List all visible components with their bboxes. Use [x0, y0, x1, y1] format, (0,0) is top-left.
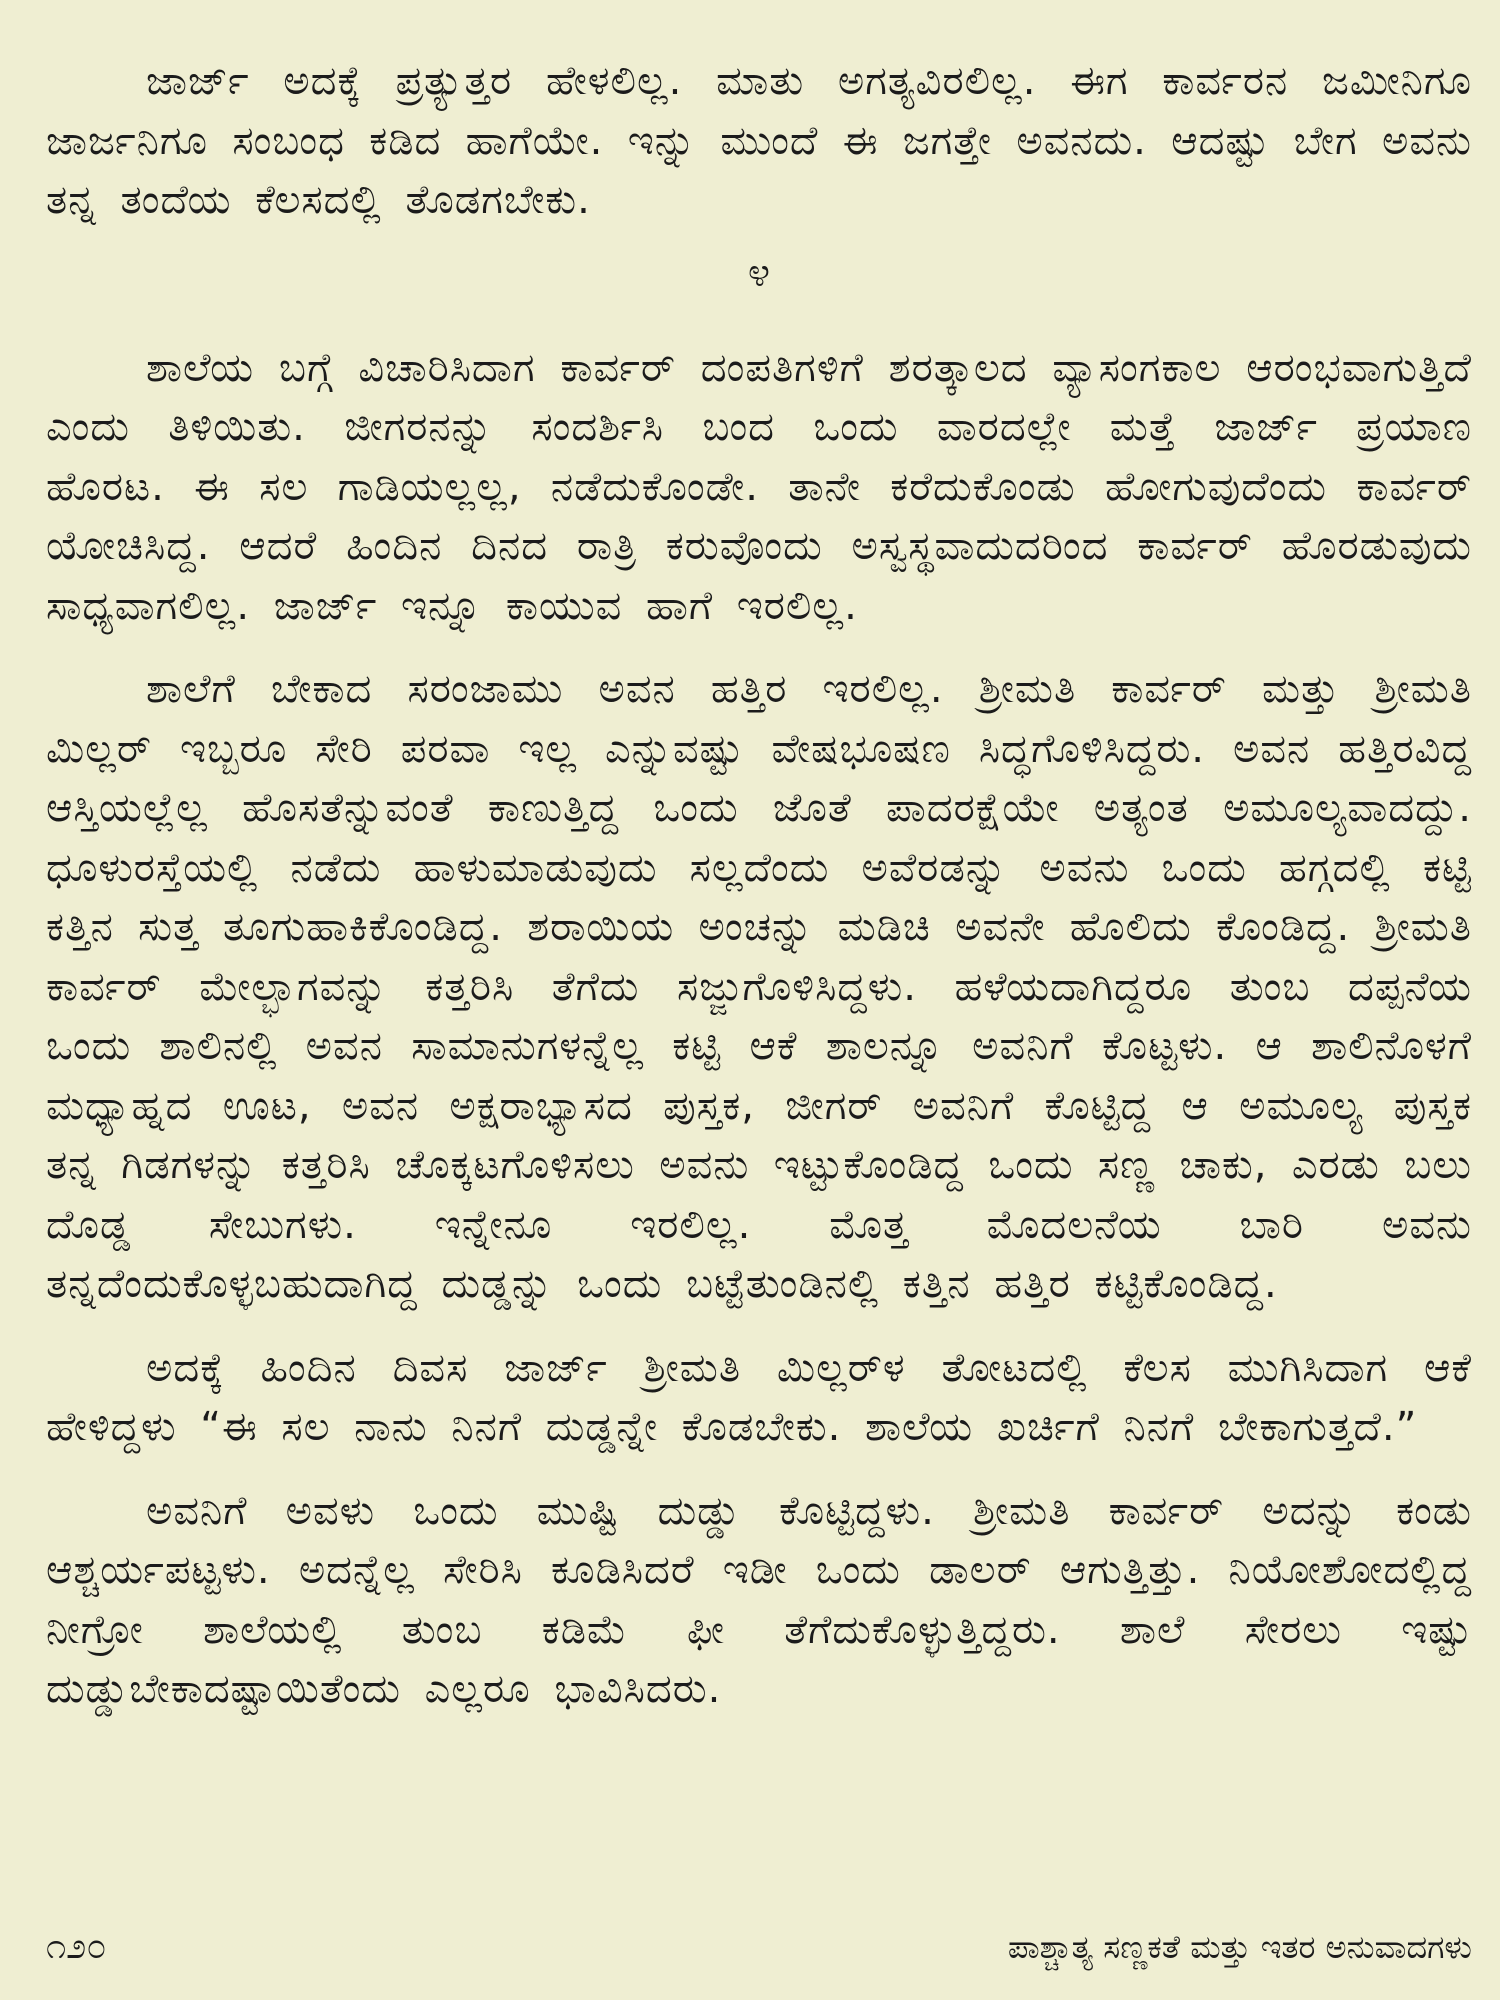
paragraph-4: ಅದಕ್ಕೆ ಹಿಂದಿನ ದಿವಸ ಜಾರ್ಜ್ ಶ್ರೀಮತಿ ಮಿಲ್ಲರ್‌ಳ ತೋಟದಲ್ಲಿ ಕೆಲಸ ಮುಗಿಸಿದಾಗ ಆಕೆ ಹೇಳಿದ್ದಳು “ಈ ಸಲ ನಾನು ನಿನಗೆ ದುಡ್ಡನ್ನೇ ಕೊಡಬೇಕು. ಶಾಲೆಯ ಖರ್ಚಿಗೆ ನಿನಗೆ ಬೇಕಾಗುತ್ತದೆ.”	[46, 1344, 1472, 1450]
paragraph-2: ಶಾಲೆಯ ಬಗ್ಗೆ ವಿಚಾರಿಸಿದಾಗ ಕಾರ್ವರ್ ದಂಪತಿಗಳಿಗೆ ಶರತ್ಕಾಲದ ವ್ಯಾಸಂಗಕಾಲ ಆರಂಭವಾಗುತ್ತಿದೆ ಎಂದು ತಿಳಿಯಿತು. ಜೀಗರನನ್ನು ಸಂದರ್ಶಿಸಿ ಬಂದ ಒಂದು ವಾರದಲ್ಲೇ ಮತ್ತೆ ಜಾರ್ಜ್ ಪ್ರಯಾಣ ಹೊರಟ. ಈ ಸಲ ಗಾಡಿಯಲ್ಲಲ್ಲ, ನಡೆದುಕೊಂಡೇ. ತಾನೇ ಕರೆದುಕೊಂಡು ಹೋಗುವುದೆಂದು ಕಾರ್ವರ್ ಯೋಚಿಸಿದ್ದ. ಆದರೆ ಹಿಂದಿನ ದಿನದ ರಾತ್ರಿ ಕರುವೊಂದು ಅಸ್ವಸ್ಥವಾದುದರಿಂದ ಕಾರ್ವರ್ ಹೊರಡುವುದು ಸಾಧ್ಯವಾಗಲಿಲ್ಲ. ಜಾರ್ಜ್ ಇನ್ನೂ ಕಾಯುವ ಹಾಗೆ ಇರಲಿಲ್ಲ.	[46, 344, 1472, 629]
paragraph-1: ಜಾರ್ಜ್ ಅದಕ್ಕೆ ಪ್ರತ್ಯುತ್ತರ ಹೇಳಲಿಲ್ಲ. ಮಾತು ಅಗತ್ಯವಿರಲಿಲ್ಲ. ಈಗ ಕಾರ್ವರನ ಜಮೀನಿಗೂ ಜಾರ್ಜನಿಗೂ ಸಂಬಂಧ ಕಡಿದ ಹಾಗೆಯೇ. ಇನ್ನು ಮುಂದೆ ಈ ಜಗತ್ತೇ ಅವನದು. ಆದಷ್ಟು ಬೇಗ ಅವನು ತನ್ನ ತಂದೆಯ ಕೆಲಸದಲ್ಲಿ ತೊಡಗಬೇಕು.	[46, 58, 1472, 223]
paragraph-3: ಶಾಲೆಗೆ ಬೇಕಾದ ಸರಂಜಾಮು ಅವನ ಹತ್ತಿರ ಇರಲಿಲ್ಲ. ಶ್ರೀಮತಿ ಕಾರ್ವರ್ ಮತ್ತು ಶ್ರೀಮತಿ ಮಿಲ್ಲರ್ ಇಬ್ಬರೂ ಸೇರಿ ಪರವಾ ಇಲ್ಲ ಎನ್ನುವಷ್ಟು ವೇಷಭೂಷಣ ಸಿದ್ಧಗೊಳಿಸಿದ್ದರು. ಅವನ ಹತ್ತಿರವಿದ್ದ ಆಸ್ತಿಯಲ್ಲೆಲ್ಲ ಹೊಸತೆನ್ನುವಂತೆ ಕಾಣುತ್ತಿದ್ದ ಒಂದು ಜೊತೆ ಪಾದರಕ್ಷೆಯೇ ಅತ್ಯಂತ ಅಮೂಲ್ಯವಾದದ್ದು. ಧೂಳುರಸ್ತೆಯಲ್ಲಿ ನಡೆದು ಹಾಳುಮಾಡುವುದು ಸಲ್ಲದೆಂದು ಅವೆರಡನ್ನು ಅವನು ಒಂದು ಹಗ್ಗದಲ್ಲಿ ಕಟ್ಟಿ ಕತ್ತಿನ ಸುತ್ತ ತೂಗುಹಾಕಿಕೊಂಡಿದ್ದ. ಶರಾಯಿಯ ಅಂಚನ್ನು ಮಡಿಚಿ ಅವನೇ ಹೊಲಿದು ಕೊಂಡಿದ್ದ. ಶ್ರೀಮತಿ ಕಾರ್ವರ್ ಮೇಲ್ಭಾಗವನ್ನು ಕತ್ತರಿಸಿ ತೆಗೆದು ಸಜ್ಜುಗೊಳಿಸಿದ್ದಳು. ಹಳೆಯದಾಗಿದ್ದರೂ ತುಂಬ ದಪ್ಪನೆಯ ಒಂದು ಶಾಲಿನಲ್ಲಿ ಅವನ ಸಾಮಾನುಗಳನ್ನೆಲ್ಲ ಕಟ್ಟಿ ಆಕೆ ಶಾಲನ್ನೂ ಅವನಿಗೆ ಕೊಟ್ಟಳು. ಆ ಶಾಲಿನೊಳಗೆ ಮಧ್ಯಾಹ್ನದ ಊಟ, ಅವನ ಅಕ್ಷರಾಭ್ಯಾಸದ ಪುಸ್ತಕ, ಜೀಗರ್ ಅವನಿಗೆ ಕೊಟ್ಟಿದ್ದ ಆ ಅಮೂಲ್ಯ ಪುಸ್ತಕ ತನ್ನ ಗಿಡಗಳನ್ನು ಕತ್ತರಿಸಿ ಚೊಕ್ಕಟಗೊಳಿಸಲು ಅವನು ಇಟ್ಟುಕೊಂಡಿದ್ದ ಒಂದು ಸಣ್ಣ ಚಾಕು, ಎರಡು ಬಲು ದೊಡ್ಡ ಸೇಬುಗಳು. ಇನ್ನೇನೂ ಇರಲಿಲ್ಲ. ಮೊತ್ತ ಮೊದಲನೆಯ ಬಾರಿ ಅವನು ತನ್ನದೆಂದುಕೊಳ್ಳಬಹುದಾಗಿದ್ದ ದುಡ್ಡನ್ನು ಒಂದು ಬಟ್ಟೆತುಂಡಿನಲ್ಲಿ ಕತ್ತಿನ ಹತ್ತಿರ ಕಟ್ಟಿಕೊಂಡಿದ್ದ.	[46, 666, 1472, 1307]
page-number: ೧೨೦	[46, 1926, 107, 1967]
paragraph-5: ಅವನಿಗೆ ಅವಳು ಒಂದು ಮುಷ್ಟಿ ದುಡ್ಡು ಕೊಟ್ಟಿದ್ದಳು. ಶ್ರೀಮತಿ ಕಾರ್ವರ್ ಅದನ್ನು ಕಂಡು ಆಶ್ಚರ್ಯಪಟ್ಟಳು. ಅದನ್ನೆಲ್ಲ ಸೇರಿಸಿ ಕೂಡಿಸಿದರೆ ಇಡೀ ಒಂದು ಡಾಲರ್ ಆಗುತ್ತಿತ್ತು. ನಿಯೋಶೋದಲ್ಲಿದ್ದ ನೀಗ್ರೋ ಶಾಲೆಯಲ್ಲಿ ತುಂಬ ಕಡಿಮೆ ಫೀ ತೆಗೆದುಕೊಳ್ಳುತ್ತಿದ್ದರು. ಶಾಲೆ ಸೇರಲು ಇಷ್ಟು ದುಡ್ಡುಬೇಕಾದಷ್ಟಾಯಿತೆಂದು ಎಲ್ಲರೂ ಭಾವಿಸಿದರು.	[46, 1487, 1472, 1712]
running-footer-title: ಪಾಶ್ಚಾತ್ಯ ಸಣ್ಣಕತೆ ಮತ್ತು ಇತರ ಅನುವಾದಗಳು	[1007, 1928, 1472, 1966]
section-number: ೪	[747, 249, 771, 296]
page-footer	[46, 1926, 1472, 1968]
